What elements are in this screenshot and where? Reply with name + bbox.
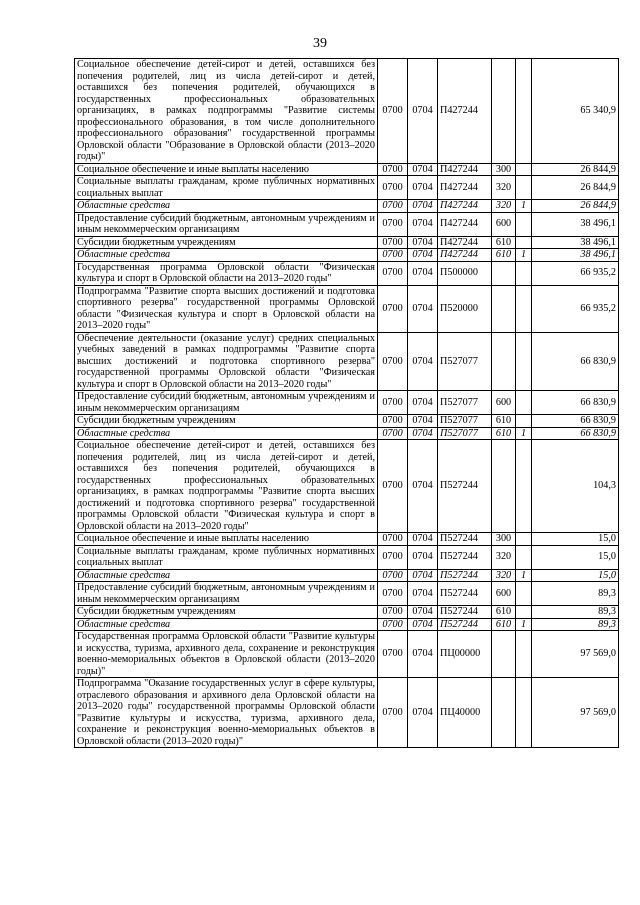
row-amount-cell: 97 569,0 xyxy=(532,631,619,678)
row-code-cell: П527244 xyxy=(438,545,492,569)
row-subsection-cell: 0704 xyxy=(408,440,438,533)
row-subsection-cell: 0704 xyxy=(408,391,438,415)
table-row xyxy=(75,631,619,678)
row-type-cell xyxy=(492,631,516,678)
row-subsection-cell: 0704 xyxy=(408,176,438,200)
row-flag-cell xyxy=(516,606,532,619)
row-code-cell: П527077 xyxy=(438,391,492,415)
budget-table-body xyxy=(75,59,619,748)
row-code-cell: П427244 xyxy=(438,59,492,164)
row-subsection-cell: 0704 xyxy=(408,200,438,213)
row-flag-cell xyxy=(516,440,532,533)
row-flag-cell: 1 xyxy=(516,200,532,213)
row-section-cell: 0700 xyxy=(378,163,408,176)
row-amount-cell: 38 496,1 xyxy=(532,249,619,262)
row-flag-cell xyxy=(516,236,532,249)
row-amount-cell: 89,3 xyxy=(532,618,619,631)
row-section-cell: 0700 xyxy=(378,249,408,262)
row-section-cell: 0700 xyxy=(378,212,408,236)
row-subsection-cell: 0704 xyxy=(408,582,438,606)
row-code-cell: П427244 xyxy=(438,163,492,176)
row-flag-cell xyxy=(516,176,532,200)
table-row xyxy=(75,533,619,546)
row-flag-cell: 1 xyxy=(516,618,532,631)
row-name-cell: Субсидии бюджетным учреждениям xyxy=(75,236,378,249)
row-section-cell: 0700 xyxy=(378,618,408,631)
table-row xyxy=(75,163,619,176)
row-amount-cell: 89,3 xyxy=(532,606,619,619)
row-code-cell: П427244 xyxy=(438,176,492,200)
row-section-cell: 0700 xyxy=(378,200,408,213)
row-subsection-cell: 0704 xyxy=(408,249,438,262)
row-flag-cell xyxy=(516,212,532,236)
row-name-cell: Областные средства xyxy=(75,249,378,262)
row-subsection-cell: 0704 xyxy=(408,545,438,569)
row-code-cell: П520000 xyxy=(438,285,492,332)
row-type-cell: 320 xyxy=(492,200,516,213)
row-amount-cell: 66 830,9 xyxy=(532,415,619,428)
page-number: 39 xyxy=(313,36,327,51)
row-type-cell: 320 xyxy=(492,176,516,200)
row-code-cell: П527077 xyxy=(438,415,492,428)
row-subsection-cell: 0704 xyxy=(408,59,438,164)
row-amount-cell: 66 830,9 xyxy=(532,391,619,415)
row-type-cell xyxy=(492,440,516,533)
table-row xyxy=(75,249,619,262)
row-amount-cell: 38 496,1 xyxy=(532,236,619,249)
row-flag-cell xyxy=(516,415,532,428)
row-amount-cell: 97 569,0 xyxy=(532,678,619,748)
row-flag-cell: 1 xyxy=(516,569,532,582)
row-amount-cell: 38 496,1 xyxy=(532,212,619,236)
row-flag-cell xyxy=(516,391,532,415)
row-name-cell: Предоставление субсидий бюджетным, автономным учреждениям и иным некоммерческим организациям xyxy=(75,212,378,236)
row-type-cell: 610 xyxy=(492,606,516,619)
row-code-cell: П527077 xyxy=(438,427,492,440)
table-row xyxy=(75,332,619,391)
table-row xyxy=(75,415,619,428)
row-code-cell: П527244 xyxy=(438,440,492,533)
row-section-cell: 0700 xyxy=(378,332,408,391)
row-code-cell: ПЦ00000 xyxy=(438,631,492,678)
table-row xyxy=(75,212,619,236)
row-subsection-cell: 0704 xyxy=(408,533,438,546)
row-code-cell: П427244 xyxy=(438,200,492,213)
table-row xyxy=(75,582,619,606)
row-amount-cell: 15,0 xyxy=(532,569,619,582)
row-flag-cell xyxy=(516,533,532,546)
row-amount-cell: 15,0 xyxy=(532,545,619,569)
row-flag-cell xyxy=(516,582,532,606)
row-code-cell: П527244 xyxy=(438,582,492,606)
row-section-cell: 0700 xyxy=(378,678,408,748)
row-flag-cell xyxy=(516,678,532,748)
row-flag-cell xyxy=(516,545,532,569)
row-subsection-cell: 0704 xyxy=(408,236,438,249)
row-code-cell: П527244 xyxy=(438,569,492,582)
row-section-cell: 0700 xyxy=(378,59,408,164)
row-type-cell: 610 xyxy=(492,249,516,262)
table-row xyxy=(75,678,619,748)
row-type-cell: 610 xyxy=(492,415,516,428)
table-row xyxy=(75,427,619,440)
row-code-cell: П527077 xyxy=(438,332,492,391)
row-subsection-cell: 0704 xyxy=(408,678,438,748)
row-code-cell: П500000 xyxy=(438,261,492,285)
row-amount-cell: 15,0 xyxy=(532,533,619,546)
row-section-cell: 0700 xyxy=(378,545,408,569)
row-subsection-cell: 0704 xyxy=(408,212,438,236)
row-name-cell: Социальное обеспечение и иные выплаты населению xyxy=(75,533,378,546)
table-row xyxy=(75,391,619,415)
row-name-cell: Предоставление субсидий бюджетным, автономным учреждениям и иным некоммерческим организациям xyxy=(75,582,378,606)
row-type-cell xyxy=(492,678,516,748)
row-name-cell: Государственная программа Орловской области "Развитие культуры и искусства, туризма, архивного дела, сохранение и реконструкция военно-мемориальных объектов в Орловской области (2013–2020 годы)" xyxy=(75,631,378,678)
row-subsection-cell: 0704 xyxy=(408,427,438,440)
row-name-cell: Социальные выплаты гражданам, кроме публичных нормативных социальных выплат xyxy=(75,176,378,200)
row-name-cell: Областные средства xyxy=(75,427,378,440)
row-subsection-cell: 0704 xyxy=(408,415,438,428)
budget-table xyxy=(74,58,619,748)
row-flag-cell xyxy=(516,59,532,164)
row-name-cell: Социальное обеспечение и иные выплаты населению xyxy=(75,163,378,176)
row-section-cell: 0700 xyxy=(378,391,408,415)
row-name-cell: Социальное обеспечение детей-сирот и детей, оставшихся без попечения родителей, лиц из числа детей-сирот и детей, оставшихся без попечения родителей, обучающихся в государственных профессиональных образовательных организациях, в рамках подпрограммы "Развитие спорта высших достижений и подготовка спортивного резерва" государственной программы Орловской области "Физическая культура и спорт в Орловской области на 2013–2020 годы" xyxy=(75,440,378,533)
row-amount-cell: 89,3 xyxy=(532,582,619,606)
row-amount-cell: 26 844,9 xyxy=(532,200,619,213)
row-type-cell: 320 xyxy=(492,545,516,569)
row-type-cell: 320 xyxy=(492,569,516,582)
row-name-cell: Субсидии бюджетным учреждениям xyxy=(75,415,378,428)
row-type-cell: 610 xyxy=(492,618,516,631)
row-name-cell: Социальное обеспечение детей-сирот и детей, оставшихся без попечения родителей, лиц из числа детей-сирот и детей, оставшихся без попечения родителей, обучающихся в государственных профессиональных образовательных организациях, в рамках подпрограммы "Развитие системы профессионального образования, в том числе дополнительного профессионального образования" государственной программы Орловской области "Образование в Орловской области (2013–2020 годы)" xyxy=(75,59,378,164)
row-subsection-cell: 0704 xyxy=(408,569,438,582)
row-code-cell: П527244 xyxy=(438,533,492,546)
table-row xyxy=(75,59,619,164)
row-section-cell: 0700 xyxy=(378,415,408,428)
row-section-cell: 0700 xyxy=(378,440,408,533)
row-name-cell: Субсидии бюджетным учреждениям xyxy=(75,606,378,619)
row-code-cell: П427244 xyxy=(438,249,492,262)
row-code-cell: П427244 xyxy=(438,236,492,249)
row-name-cell: Подпрограмма "Оказание государственных услуг в сфере культуры, отраслевого образования и архивного дела Орловской области на 2013–2020 годы" государственной программы Орловской области "Развитие культуры и искусства, туризма, архивного дела, сохранение и реконструкция военно-мемориальных объектов в Орловской области (2013–2020 годы)" xyxy=(75,678,378,748)
row-code-cell: П527244 xyxy=(438,606,492,619)
row-flag-cell xyxy=(516,332,532,391)
row-amount-cell: 104,3 xyxy=(532,440,619,533)
row-type-cell: 610 xyxy=(492,427,516,440)
row-flag-cell xyxy=(516,261,532,285)
row-section-cell: 0700 xyxy=(378,236,408,249)
row-amount-cell: 26 844,9 xyxy=(532,163,619,176)
row-amount-cell: 66 935,2 xyxy=(532,261,619,285)
row-type-cell: 300 xyxy=(492,163,516,176)
row-amount-cell: 65 340,9 xyxy=(532,59,619,164)
row-type-cell xyxy=(492,285,516,332)
table-row xyxy=(75,440,619,533)
table-row xyxy=(75,569,619,582)
row-name-cell: Областные средства xyxy=(75,569,378,582)
row-amount-cell: 66 830,9 xyxy=(532,427,619,440)
table-row xyxy=(75,618,619,631)
row-section-cell: 0700 xyxy=(378,569,408,582)
row-code-cell: П427244 xyxy=(438,212,492,236)
row-type-cell: 600 xyxy=(492,582,516,606)
row-subsection-cell: 0704 xyxy=(408,606,438,619)
row-type-cell: 600 xyxy=(492,212,516,236)
row-section-cell: 0700 xyxy=(378,427,408,440)
row-type-cell xyxy=(492,59,516,164)
row-code-cell: П527244 xyxy=(438,618,492,631)
row-flag-cell: 1 xyxy=(516,427,532,440)
table-row xyxy=(75,176,619,200)
row-type-cell: 300 xyxy=(492,533,516,546)
row-section-cell: 0700 xyxy=(378,606,408,619)
table-row xyxy=(75,236,619,249)
row-flag-cell: 1 xyxy=(516,249,532,262)
row-type-cell: 610 xyxy=(492,236,516,249)
row-section-cell: 0700 xyxy=(378,176,408,200)
row-flag-cell xyxy=(516,631,532,678)
row-amount-cell: 66 935,2 xyxy=(532,285,619,332)
row-type-cell xyxy=(492,332,516,391)
row-name-cell: Областные средства xyxy=(75,200,378,213)
row-name-cell: Подпрограмма "Развитие спорта высших достижений и подготовка спортивного резерва" государственной программы Орловской области "Физическая культура и спорт в Орловской области на 2013–2020 годы" xyxy=(75,285,378,332)
table-row xyxy=(75,261,619,285)
row-name-cell: Обеспечение деятельности (оказание услуг) средних специальных учебных заведений в рамках подпрограммы "Развитие спорта высших достижений и подготовка спортивного резерва" государственной программы Орловской области "Физическая культура и спорт в Орловской области на 2013–2020 годы" xyxy=(75,332,378,391)
table-row xyxy=(75,606,619,619)
row-type-cell: 600 xyxy=(492,391,516,415)
row-subsection-cell: 0704 xyxy=(408,163,438,176)
table-row xyxy=(75,545,619,569)
row-section-cell: 0700 xyxy=(378,582,408,606)
row-subsection-cell: 0704 xyxy=(408,618,438,631)
row-code-cell: ПЦ40000 xyxy=(438,678,492,748)
row-subsection-cell: 0704 xyxy=(408,631,438,678)
row-amount-cell: 26 844,9 xyxy=(532,176,619,200)
row-name-cell: Государственная программа Орловской области "Физическая культура и спорт в Орловской области на 2013–2020 годы" xyxy=(75,261,378,285)
table-row xyxy=(75,200,619,213)
row-amount-cell: 66 830,9 xyxy=(532,332,619,391)
row-name-cell: Областные средства xyxy=(75,618,378,631)
row-section-cell: 0700 xyxy=(378,261,408,285)
row-flag-cell xyxy=(516,163,532,176)
row-subsection-cell: 0704 xyxy=(408,285,438,332)
row-section-cell: 0700 xyxy=(378,285,408,332)
table-row xyxy=(75,285,619,332)
row-section-cell: 0700 xyxy=(378,631,408,678)
row-section-cell: 0700 xyxy=(378,533,408,546)
row-name-cell: Социальные выплаты гражданам, кроме публичных нормативных социальных выплат xyxy=(75,545,378,569)
row-flag-cell xyxy=(516,285,532,332)
row-subsection-cell: 0704 xyxy=(408,261,438,285)
row-name-cell: Предоставление субсидий бюджетным, автономным учреждениям и иным некоммерческим организациям xyxy=(75,391,378,415)
row-type-cell xyxy=(492,261,516,285)
row-subsection-cell: 0704 xyxy=(408,332,438,391)
